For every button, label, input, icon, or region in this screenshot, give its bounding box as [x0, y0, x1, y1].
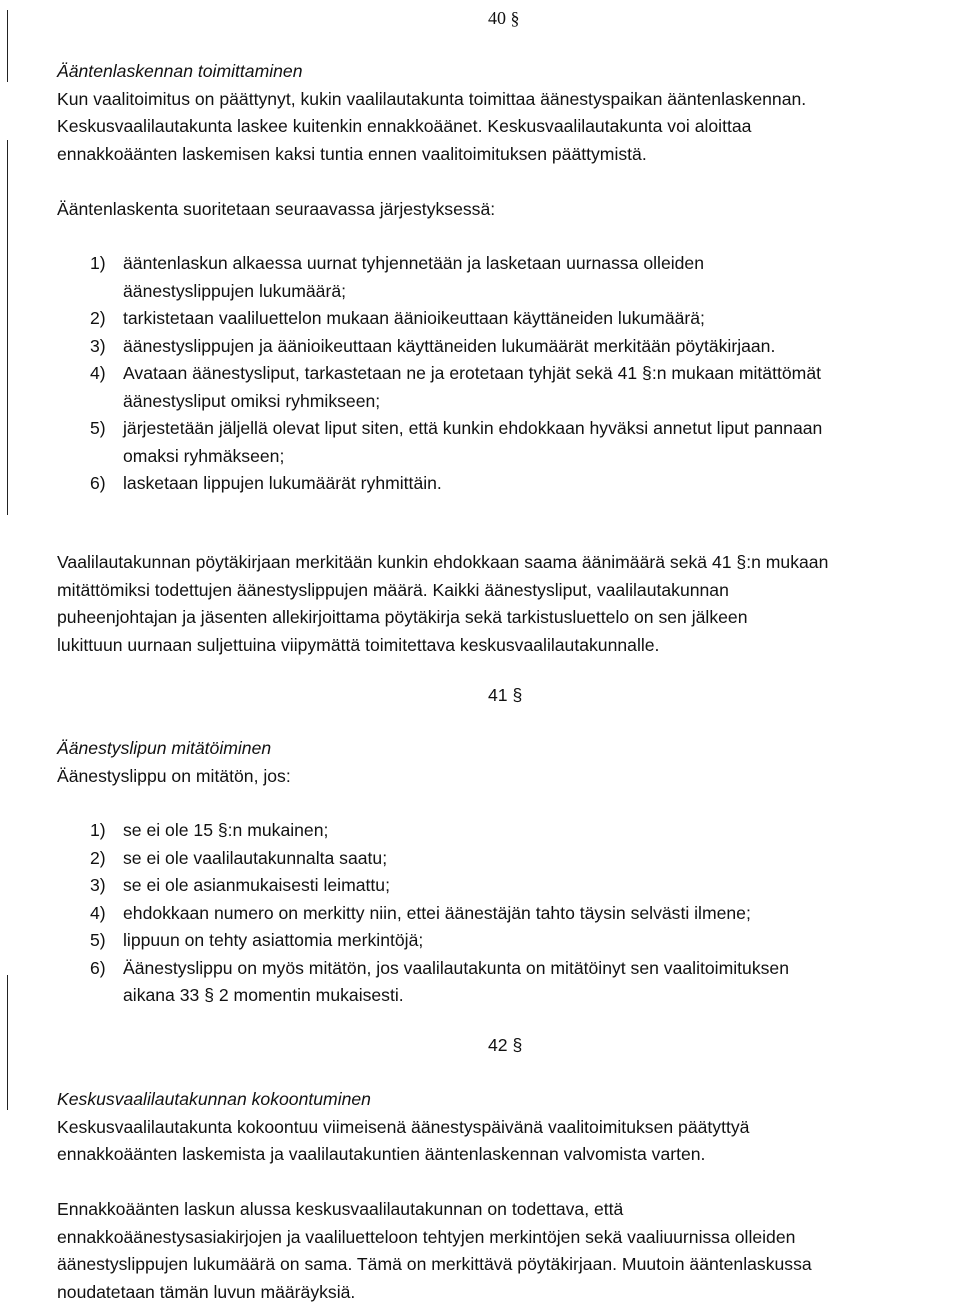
list-item-number: 3)	[90, 335, 106, 356]
section-42-closing	[57, 1196, 954, 1306]
list-item	[57, 415, 954, 470]
paragraph-line: Keskusvaalilautakunta laskee kuitenkin ennakkoäänet. Keskusvaalilautakunta voi aloittaa	[57, 116, 752, 136]
list-item	[57, 955, 954, 1010]
list-item	[57, 250, 954, 305]
list-item-number: 4)	[90, 902, 106, 923]
list-item	[57, 927, 954, 955]
paragraph-line: puheenjohtajan ja jäsenten allekirjoittama pöytäkirja sekä tarkistusluettelo on sen jälkeen	[57, 607, 748, 627]
section-number-40	[488, 5, 520, 33]
list-item-line: se ei ole asianmukaisesti leimattu;	[123, 875, 390, 895]
section-41-list	[57, 817, 954, 1010]
list-item-line: ääntenlaskun alkaessa uurnat tyhjennetään ja lasketaan uurnassa olleiden	[123, 253, 705, 273]
paragraph-line: Keskusvaalilautakunta kokoontuu viimeisenä äänestyspäivänä vaalitoimituksen päätyttyä	[57, 1116, 750, 1137]
list-item-line: omaksi ryhmäkseen;	[123, 445, 285, 466]
list-item-number: 5)	[90, 418, 106, 438]
list-item-line: järjestetään jäljellä olevat liput siten, että kunkin ehdokkaan hyväksi annetut liput pannaan	[123, 418, 823, 438]
paragraph-line: ennakkoäänestysasiakirjojen ja vaaliluetteloon tehtyjen merkintöjen sekä vaaliuurnissa olleiden	[57, 1226, 796, 1247]
section-title: Äänestyslipun mitätöiminen	[57, 738, 272, 758]
section-40-body	[57, 58, 954, 168]
section-number: 41 §	[488, 685, 523, 705]
list-item-line: lippuun on tehty asiattomia merkintöjä;	[123, 930, 424, 950]
list-item-number: 1)	[90, 820, 106, 840]
list-item-number: 2)	[90, 308, 106, 328]
list-item	[57, 845, 954, 873]
list-item	[57, 333, 954, 361]
list-item-line: äänestysliput omiksi ryhmikseen;	[123, 390, 381, 411]
list-item-number: 6)	[90, 957, 106, 978]
paragraph-line: lukittuun uurnaan suljettuina viipymättä toimitettava keskusvaalilautakunnalle.	[57, 634, 660, 655]
list-item-number: 1)	[90, 253, 106, 273]
section-number-41	[488, 682, 522, 710]
list-item	[57, 817, 954, 845]
section-42-body	[57, 1086, 954, 1169]
section-number: 42 §	[488, 1035, 523, 1055]
margin-change-bar	[7, 10, 8, 82]
paragraph-line: ennakkoäänten laskemisen kaksi tuntia ennen vaalitoimituksen päättymistä.	[57, 143, 647, 164]
paragraph-line: Kun vaalitoimitus on päättynyt, kukin vaalilautakunta toimittaa äänestyspaikan ääntenlaskennan.	[57, 88, 807, 109]
list-item-number: 5)	[90, 930, 106, 950]
paragraph-line: noudatetaan tämän luvun määräyksiä.	[57, 1281, 356, 1302]
section-number: 40 §	[488, 8, 520, 28]
list-item-line: ehdokkaan numero on merkitty niin, ettei äänestäjän tahto täysin selvästi ilmene;	[123, 902, 751, 923]
paragraph-line: äänestyslippujen lukumäärä on sama. Tämä on merkittävä pöytäkirjaan. Muutoin ääntenlaskussa	[57, 1254, 812, 1274]
section-title: Ääntenlaskennan toimittaminen	[57, 61, 303, 81]
paragraph-line: mitättömiksi todettujen äänestyslippujen määrä. Kaikki äänestysliput, vaalilautakunnan	[57, 579, 729, 600]
list-item-line: aikana 33 § 2 momentin mukaisesti.	[123, 985, 404, 1005]
paragraph-line: ennakkoäänten laskemista ja vaalilautakuntien ääntenlaskennan valvomista varten.	[57, 1144, 706, 1164]
list-intro: Äänestyslippu on mitätön, jos:	[57, 765, 291, 786]
list-item	[57, 872, 954, 900]
section-title: Keskusvaalilautakunnan kokoontuminen	[57, 1089, 371, 1109]
margin-change-bar	[7, 975, 8, 1110]
list-item-number: 6)	[90, 473, 106, 493]
list-item-line: Äänestyslippu on myös mitätön, jos vaalilautakunta on mitätöinyt sen vaalitoimituksen	[123, 957, 789, 978]
paragraph-line: Vaalilautakunnan pöytäkirjaan merkitään kunkin ehdokkaan saama äänimäärä sekä 41 §:n mukaan	[57, 552, 829, 572]
margin-change-bar	[7, 140, 8, 515]
list-item-line: tarkistetaan vaaliluettelon mukaan äänioikeuttaan käyttäneiden lukumäärä;	[123, 308, 705, 328]
list-item	[57, 900, 954, 928]
list-item-line: äänestyslippujen ja äänioikeuttaan käyttäneiden lukumäärät merkitään pöytäkirjaan.	[123, 335, 776, 356]
list-intro: Ääntenlaskenta suoritetaan seuraavassa järjestyksessä:	[57, 199, 496, 219]
list-item-line: äänestyslippujen lukumäärä;	[123, 280, 346, 301]
list-item	[57, 360, 954, 415]
paragraph-line: Ennakkoäänten laskun alussa keskusvaalilautakunnan on todettava, että	[57, 1199, 624, 1219]
list-item-line: se ei ole vaalilautakunnalta saatu;	[123, 847, 388, 868]
section-40-list	[57, 250, 954, 498]
list-item	[57, 305, 954, 333]
section-number-42	[488, 1032, 522, 1060]
list-item-number: 3)	[90, 875, 106, 895]
list-item-line: Avataan äänestysliput, tarkastetaan ne ja erotetaan tyhjät sekä 41 §:n mukaan mitättömät	[123, 363, 821, 383]
list-item-number: 4)	[90, 363, 106, 383]
section-40-intro	[57, 196, 954, 224]
section-40-closing	[57, 549, 954, 659]
section-41-body	[57, 735, 954, 790]
list-item-line: se ei ole 15 §:n mukainen;	[123, 820, 329, 840]
list-item	[57, 470, 954, 498]
list-item-line: lasketaan lippujen lukumäärät ryhmittäin.	[123, 473, 442, 493]
list-item-number: 2)	[90, 847, 106, 868]
